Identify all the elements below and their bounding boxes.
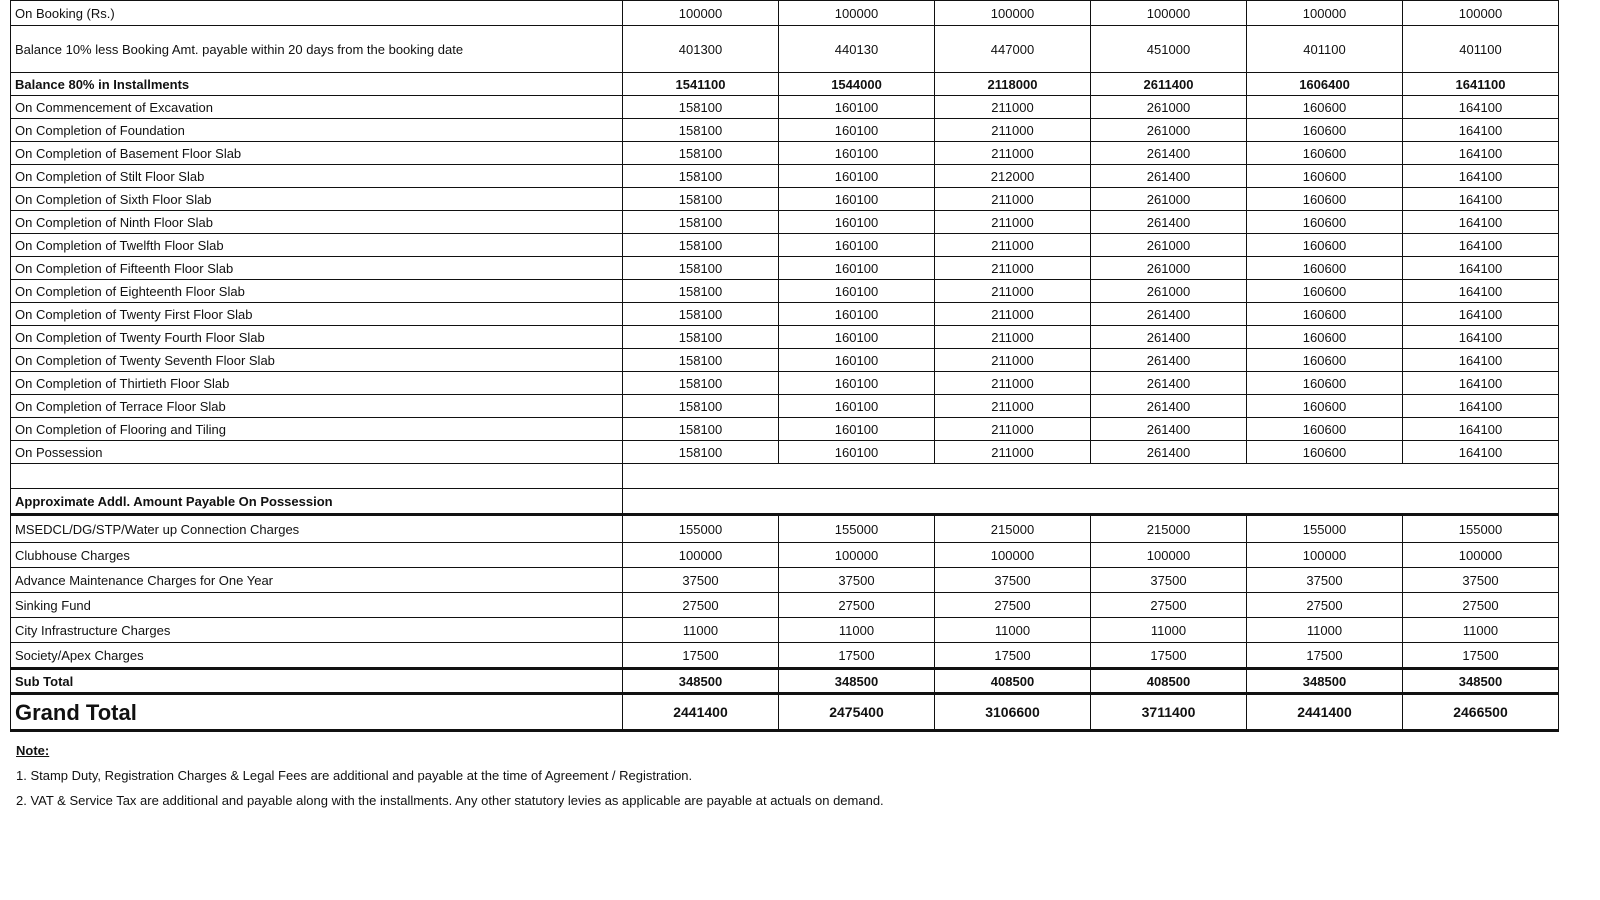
value-cell: 211000	[935, 257, 1091, 280]
value-cell: 17500	[935, 643, 1091, 669]
value-cell: 164100	[1403, 349, 1559, 372]
value-cell: 211000	[935, 349, 1091, 372]
value-cell: 3106600	[935, 694, 1091, 731]
value-cell: 212000	[935, 165, 1091, 188]
addl-charge-row	[11, 515, 1559, 543]
value-cell: 261000	[1091, 96, 1247, 119]
value-cell: 261400	[1091, 303, 1247, 326]
value-cell: 211000	[935, 119, 1091, 142]
value-cell: 211000	[935, 188, 1091, 211]
row-label: City Infrastructure Charges	[11, 618, 623, 643]
value-cell: 37500	[623, 568, 779, 593]
value-cell: 158100	[623, 303, 779, 326]
value-cell: 11000	[935, 618, 1091, 643]
value-cell: 11000	[1403, 618, 1559, 643]
value-cell: 160600	[1247, 188, 1403, 211]
value-cell: 160600	[1247, 372, 1403, 395]
installment-row	[11, 96, 1559, 119]
value-cell: 2118000	[935, 73, 1091, 96]
value-cell: 27500	[779, 593, 935, 618]
row-label: On Completion of Twenty Seventh Floor Slab	[11, 349, 623, 372]
row-label: Clubhouse Charges	[11, 543, 623, 568]
note-line-1: 1. Stamp Duty, Registration Charges & Legal Fees are additional and payable at the time of Agreement / Registration.	[16, 768, 693, 783]
value-cell: 348500	[1247, 669, 1403, 694]
value-cell: 100000	[1403, 543, 1559, 568]
value-cell: 155000	[1247, 515, 1403, 543]
value-cell: 158100	[623, 280, 779, 303]
value-cell: 211000	[935, 234, 1091, 257]
value-cell: 348500	[1403, 669, 1559, 694]
payment-schedule-table	[10, 0, 1559, 732]
value-cell: 27500	[935, 593, 1091, 618]
value-cell: 1641100	[1403, 73, 1559, 96]
value-cell: 160100	[779, 418, 935, 441]
value-cell: 164100	[1403, 257, 1559, 280]
value-cell: 211000	[935, 395, 1091, 418]
installment-row	[11, 372, 1559, 395]
value-cell: 164100	[1403, 96, 1559, 119]
value-cell: 160100	[779, 326, 935, 349]
value-cell: 100000	[1091, 1, 1247, 26]
value-cell: 408500	[1091, 669, 1247, 694]
value-cell: 261000	[1091, 234, 1247, 257]
row-label: On Commencement of Excavation	[11, 96, 623, 119]
value-cell: 261400	[1091, 211, 1247, 234]
value-cell: 37500	[1091, 568, 1247, 593]
value-cell: 160100	[779, 303, 935, 326]
installment-row	[11, 165, 1559, 188]
grand-total-row	[11, 694, 1559, 731]
installment-row	[11, 188, 1559, 211]
value-cell: 401100	[1403, 26, 1559, 73]
value-cell: 11000	[623, 618, 779, 643]
value-cell: 160600	[1247, 211, 1403, 234]
value-cell: 37500	[1247, 568, 1403, 593]
value-cell: 158100	[623, 96, 779, 119]
row-label: On Booking (Rs.)	[11, 1, 623, 26]
value-cell: 100000	[623, 543, 779, 568]
value-cell: 164100	[1403, 211, 1559, 234]
value-cell: 215000	[935, 515, 1091, 543]
value-cell: 211000	[935, 211, 1091, 234]
value-cell: 100000	[1247, 1, 1403, 26]
value-cell: 401300	[623, 26, 779, 73]
row-label: Advance Maintenance Charges for One Year	[11, 568, 623, 593]
value-cell: 215000	[1091, 515, 1247, 543]
value-cell: 211000	[935, 96, 1091, 119]
value-cell: 158100	[623, 326, 779, 349]
value-cell: 160600	[1247, 280, 1403, 303]
value-cell: 261400	[1091, 142, 1247, 165]
payment-row	[11, 1, 1559, 26]
value-cell: 27500	[1091, 593, 1247, 618]
value-cell: 100000	[623, 1, 779, 26]
value-cell: 160100	[779, 257, 935, 280]
sub-total-row	[11, 669, 1559, 694]
value-cell: 160100	[779, 165, 935, 188]
payment-schedule-sheet	[10, 0, 1558, 813]
value-cell: 211000	[935, 142, 1091, 165]
row-label: On Completion of Twelfth Floor Slab	[11, 234, 623, 257]
value-cell: 155000	[779, 515, 935, 543]
value-cell: 100000	[935, 543, 1091, 568]
value-cell: 1541100	[623, 73, 779, 96]
row-label: On Completion of Eighteenth Floor Slab	[11, 280, 623, 303]
row-label: On Completion of Basement Floor Slab	[11, 142, 623, 165]
row-label: On Completion of Twenty First Floor Slab	[11, 303, 623, 326]
value-cell: 1544000	[779, 73, 935, 96]
notes-section	[10, 738, 1558, 813]
value-cell: 160600	[1247, 326, 1403, 349]
payment-row	[11, 26, 1559, 73]
value-cell: 11000	[1247, 618, 1403, 643]
value-cell: 211000	[935, 326, 1091, 349]
value-cell: 160100	[779, 119, 935, 142]
value-cell: 160600	[1247, 234, 1403, 257]
value-cell: 261400	[1091, 441, 1247, 464]
value-cell: 27500	[1403, 593, 1559, 618]
installment-row	[11, 326, 1559, 349]
row-label: On Completion of Ninth Floor Slab	[11, 211, 623, 234]
value-cell: 261000	[1091, 119, 1247, 142]
value-cell: 17500	[1247, 643, 1403, 669]
addl-charge-row	[11, 543, 1559, 568]
value-cell: 261000	[1091, 188, 1247, 211]
row-label: Balance 10% less Booking Amt. payable within 20 days from the booking date	[11, 26, 623, 73]
installment-row	[11, 142, 1559, 165]
value-cell: 11000	[779, 618, 935, 643]
value-cell: 100000	[1403, 1, 1559, 26]
payment-row	[11, 73, 1559, 96]
row-label: On Completion of Flooring and Tiling	[11, 418, 623, 441]
installment-row	[11, 303, 1559, 326]
value-cell: 2475400	[779, 694, 935, 731]
value-cell: 160100	[779, 211, 935, 234]
value-cell: 2441400	[623, 694, 779, 731]
value-cell: 27500	[623, 593, 779, 618]
addl-charge-row	[11, 568, 1559, 593]
spacer-row	[11, 464, 1559, 489]
value-cell: 401100	[1247, 26, 1403, 73]
value-cell: 160100	[779, 441, 935, 464]
installment-row	[11, 257, 1559, 280]
value-cell: 17500	[623, 643, 779, 669]
value-cell: 158100	[623, 211, 779, 234]
value-cell: 164100	[1403, 372, 1559, 395]
value-cell: 37500	[779, 568, 935, 593]
value-cell: 211000	[935, 418, 1091, 441]
installment-row	[11, 280, 1559, 303]
value-cell: 158100	[623, 349, 779, 372]
row-label: On Completion of Terrace Floor Slab	[11, 395, 623, 418]
value-cell: 27500	[1247, 593, 1403, 618]
value-cell: 158100	[623, 234, 779, 257]
value-cell: 211000	[935, 280, 1091, 303]
value-cell: 160100	[779, 372, 935, 395]
value-cell: 164100	[1403, 441, 1559, 464]
value-cell: 17500	[1091, 643, 1247, 669]
value-cell: 160600	[1247, 395, 1403, 418]
value-cell: 158100	[623, 418, 779, 441]
value-cell: 440130	[779, 26, 935, 73]
addl-heading-row	[11, 489, 1559, 515]
value-cell: 2441400	[1247, 694, 1403, 731]
value-cell: 211000	[935, 303, 1091, 326]
value-cell: 160600	[1247, 142, 1403, 165]
value-cell: 211000	[935, 372, 1091, 395]
value-cell: 160100	[779, 96, 935, 119]
value-cell: 160100	[779, 142, 935, 165]
row-label: On Completion of Fifteenth Floor Slab	[11, 257, 623, 280]
value-cell: 158100	[623, 395, 779, 418]
value-cell: 261000	[1091, 280, 1247, 303]
installment-row	[11, 234, 1559, 257]
value-cell: 261400	[1091, 326, 1247, 349]
value-cell: 160600	[1247, 257, 1403, 280]
value-cell: 348500	[779, 669, 935, 694]
row-label: On Completion of Stilt Floor Slab	[11, 165, 623, 188]
value-cell: 261400	[1091, 165, 1247, 188]
value-cell: 451000	[1091, 26, 1247, 73]
value-cell: 158100	[623, 119, 779, 142]
row-label: Balance 80% in Installments	[11, 73, 623, 96]
value-cell: 100000	[935, 1, 1091, 26]
row-label: MSEDCL/DG/STP/Water up Connection Charges	[11, 515, 623, 543]
value-cell: 164100	[1403, 188, 1559, 211]
value-cell: 160600	[1247, 165, 1403, 188]
value-cell: 164100	[1403, 303, 1559, 326]
value-cell: 158100	[623, 165, 779, 188]
row-label: Grand Total	[11, 694, 623, 731]
value-cell: 100000	[779, 1, 935, 26]
note-line-2: 2. VAT & Service Tax are additional and payable along with the installments. Any other statutory levies as applicable are payable at actuals on demand.	[16, 793, 884, 808]
value-cell: 261000	[1091, 257, 1247, 280]
value-cell: 100000	[1091, 543, 1247, 568]
value-cell: 11000	[1091, 618, 1247, 643]
value-cell: 2466500	[1403, 694, 1559, 731]
installment-row	[11, 211, 1559, 234]
addl-charge-row	[11, 618, 1559, 643]
value-cell: 1606400	[1247, 73, 1403, 96]
value-cell: 37500	[935, 568, 1091, 593]
value-cell: 100000	[1247, 543, 1403, 568]
row-label: On Completion of Foundation	[11, 119, 623, 142]
value-cell: 211000	[935, 441, 1091, 464]
value-cell: 160100	[779, 395, 935, 418]
installment-row	[11, 119, 1559, 142]
value-cell: 160600	[1247, 441, 1403, 464]
value-cell: 160600	[1247, 418, 1403, 441]
installment-row	[11, 441, 1559, 464]
row-label: Society/Apex Charges	[11, 643, 623, 669]
addl-heading: Approximate Addl. Amount Payable On Possession	[11, 489, 623, 515]
value-cell: 164100	[1403, 395, 1559, 418]
value-cell: 155000	[623, 515, 779, 543]
row-label: On Completion of Twenty Fourth Floor Slab	[11, 326, 623, 349]
value-cell: 164100	[1403, 142, 1559, 165]
value-cell: 160100	[779, 188, 935, 211]
value-cell: 447000	[935, 26, 1091, 73]
value-cell: 100000	[779, 543, 935, 568]
addl-charge-row	[11, 643, 1559, 669]
value-cell: 160100	[779, 280, 935, 303]
value-cell: 164100	[1403, 165, 1559, 188]
value-cell: 348500	[623, 669, 779, 694]
addl-heading-filler	[623, 489, 1559, 515]
row-label: Sub Total	[11, 669, 623, 694]
value-cell: 160100	[779, 349, 935, 372]
value-cell: 37500	[1403, 568, 1559, 593]
value-cell: 164100	[1403, 326, 1559, 349]
value-cell: 158100	[623, 257, 779, 280]
value-cell: 158100	[623, 188, 779, 211]
value-cell: 164100	[1403, 119, 1559, 142]
value-cell: 164100	[1403, 280, 1559, 303]
row-label: Sinking Fund	[11, 593, 623, 618]
value-cell: 155000	[1403, 515, 1559, 543]
spacer-cell	[623, 464, 1559, 489]
value-cell: 164100	[1403, 234, 1559, 257]
installment-row	[11, 418, 1559, 441]
value-cell: 160600	[1247, 303, 1403, 326]
row-label: On Possession	[11, 441, 623, 464]
value-cell: 408500	[935, 669, 1091, 694]
installment-row	[11, 395, 1559, 418]
value-cell: 261400	[1091, 395, 1247, 418]
value-cell: 261400	[1091, 418, 1247, 441]
value-cell: 17500	[779, 643, 935, 669]
value-cell: 3711400	[1091, 694, 1247, 731]
value-cell: 158100	[623, 372, 779, 395]
value-cell: 261400	[1091, 372, 1247, 395]
value-cell: 17500	[1403, 643, 1559, 669]
installment-row	[11, 349, 1559, 372]
value-cell: 158100	[623, 142, 779, 165]
row-label: On Completion of Sixth Floor Slab	[11, 188, 623, 211]
value-cell: 2611400	[1091, 73, 1247, 96]
notes-heading: Note:	[16, 743, 50, 758]
spacer-cell	[11, 464, 623, 489]
value-cell: 160100	[779, 234, 935, 257]
value-cell: 160600	[1247, 119, 1403, 142]
value-cell: 160600	[1247, 96, 1403, 119]
value-cell: 160600	[1247, 349, 1403, 372]
addl-charge-row	[11, 593, 1559, 618]
row-label: On Completion of Thirtieth Floor Slab	[11, 372, 623, 395]
value-cell: 261400	[1091, 349, 1247, 372]
value-cell: 158100	[623, 441, 779, 464]
value-cell: 164100	[1403, 418, 1559, 441]
